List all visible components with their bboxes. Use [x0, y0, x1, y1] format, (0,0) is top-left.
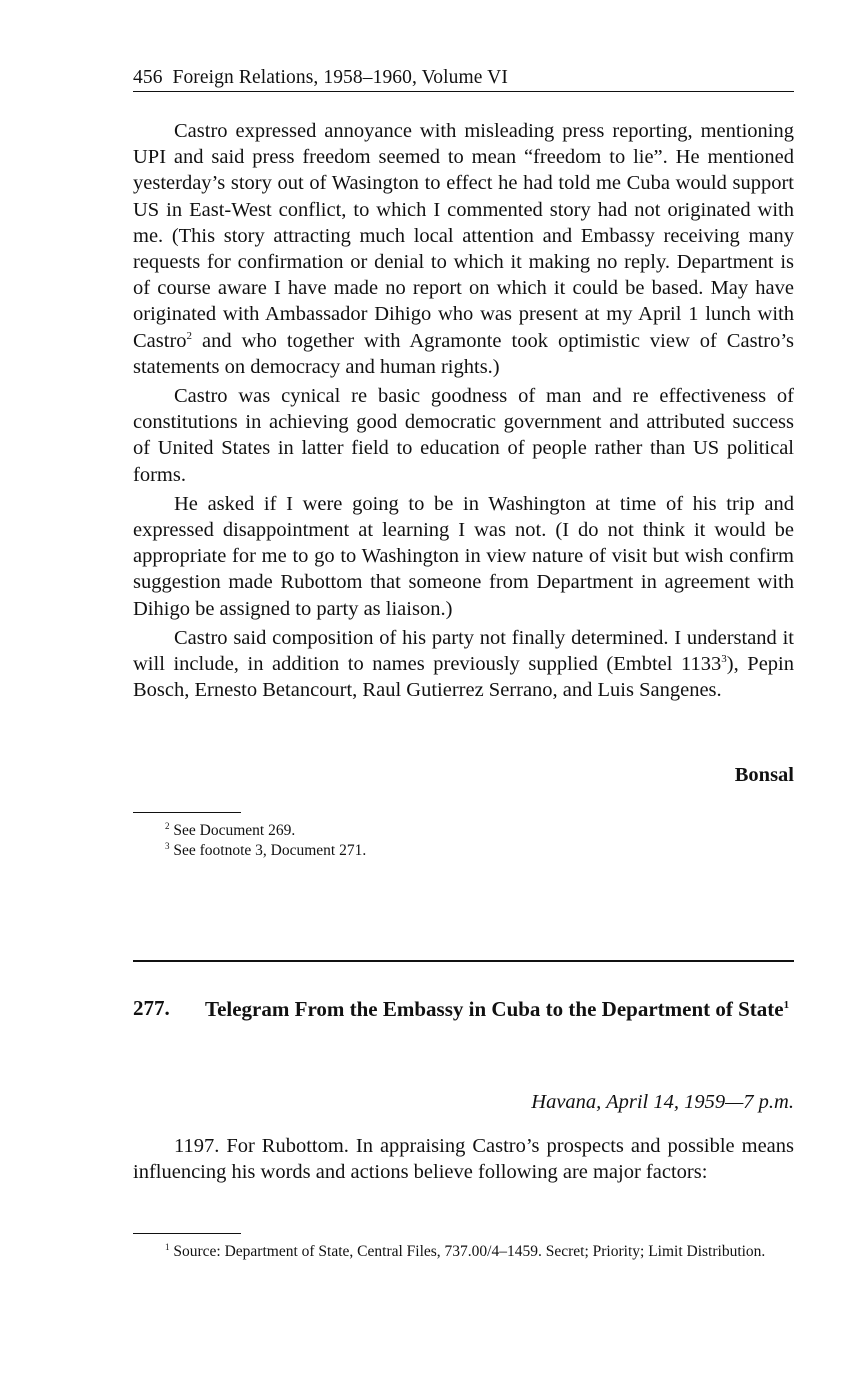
paragraph-4: Castro said composition of his party not finally determined. I understand it will include, in addition to names previously supplied (Embtel 1133$^3$), Pepin Bosch, Ernesto Betancourt, Raul Gutierrez Serrano, and Luis Sangenes. [133, 626, 794, 702]
document-title: Telegram From the Embassy in Cuba to the Department of State$^1$ [205, 997, 790, 1021]
running-title: Foreign Relations, 1958–1960, Volume VI [172, 67, 508, 88]
telegram-paragraph-1: 1197. For Rubottom. In appraising Castro’s prospects and possible means influencing his words and actions believe following are major factors: [133, 1135, 794, 1184]
dateline: Havana, April 14, 1959—7 p.m. [531, 1091, 794, 1113]
paragraph-1: Castro expressed annoyance with misleading press reporting, mentioning UPI and said press freedom seemed to mean “freedom to lie”. He mentioned yesterday’s story out of Wasington to effect he had told me Cuba would support US in East-West conflict, to which I commented story had not originated with me. (This story attracting much local attention and Embassy receiving many requests for confirmation or denial to which it making no reply. Department is of course aware I have made no report on which it could be based. May have originated with Ambassador Dihigo who was present at my April 1 lunch with Castro$^2$ and who together with Agramonte took optimistic view of Castro’s statements on democracy and human rights.) [133, 120, 794, 378]
footnote-divider-bottom [133, 1233, 241, 1234]
footnote-ref-1: 1 [783, 999, 790, 1011]
footnote-ref-3: 3 [721, 653, 727, 666]
signature: Bonsal [734, 764, 794, 786]
telegram-body [133, 1133, 794, 1185]
paragraph-3: He asked if I were going to be in Washington at time of his trip and expressed disappointment at learning I was not. (I do not think it would be appropriate for me to go to Washington in view nature of visit but wish confirm suggestion made Rubottom that someone from Department in agreement with Dihigo be assigned to party as liaison.) [133, 492, 794, 620]
letter-body [133, 118, 794, 706]
footnote-1: $^1$ Source: Department of State, Central Files, 737.00/4–1459. Secret; Priority; Limit Distribution. [165, 1242, 766, 1260]
section-divider [133, 960, 794, 962]
page-number: 456 [133, 67, 163, 88]
footnote-2: $^2$ See Document 269. [165, 821, 296, 839]
footnote-3: $^3$ See footnote 3, Document 271. [165, 841, 367, 859]
footnote-divider [133, 812, 241, 813]
document-number: 277. [133, 996, 170, 1020]
footnote-ref-2: 2 [186, 329, 193, 342]
paragraph-2: Castro was cynical re basic goodness of man and re effectiveness of constitutions in achieving good democratic government and attributed success of United States in latter field to education of people rather than US political forms. [133, 385, 794, 486]
running-header [133, 66, 794, 92]
